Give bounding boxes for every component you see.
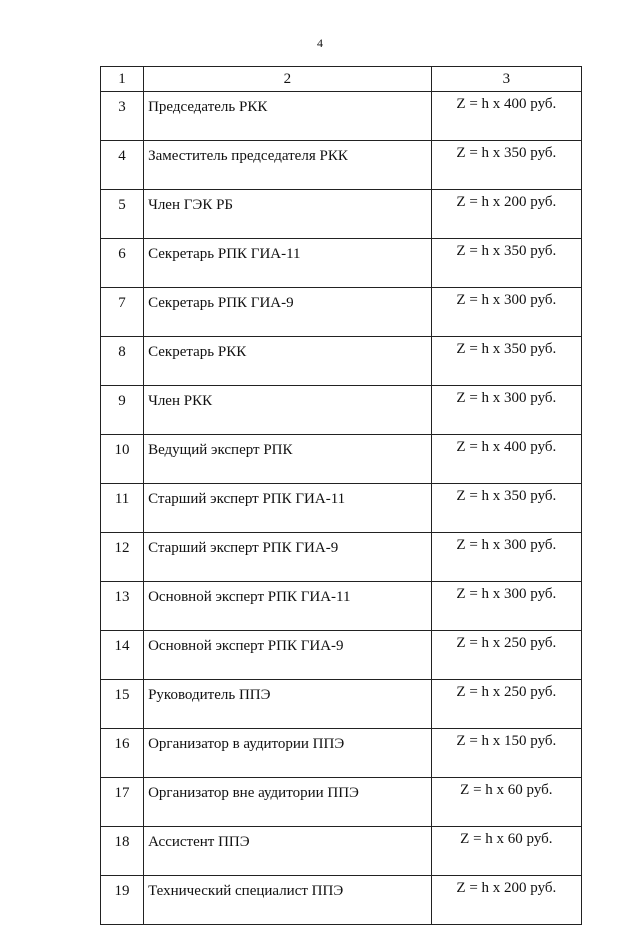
- page-number: 4: [317, 36, 323, 50]
- row-rate: Z = h x 250 руб.: [431, 631, 581, 680]
- row-number: 9: [101, 386, 144, 435]
- column-header-rate: 3: [431, 67, 581, 92]
- row-role: Секретарь РПК ГИА-11: [144, 239, 432, 288]
- row-rate: Z = h x 250 руб.: [431, 680, 581, 729]
- row-number: 7: [101, 288, 144, 337]
- row-number: 4: [101, 141, 144, 190]
- table-row: [101, 337, 582, 386]
- column-header-role: 2: [144, 67, 432, 92]
- table-row: [101, 288, 582, 337]
- table-row: [101, 239, 582, 288]
- table-row: [101, 141, 582, 190]
- row-rate: Z = h x 350 руб.: [431, 239, 581, 288]
- column-header-number: 1: [101, 67, 144, 92]
- table-row: [101, 582, 582, 631]
- row-role: Заместитель председателя РКК: [144, 141, 432, 190]
- table-row: [101, 533, 582, 582]
- table-row: [101, 631, 582, 680]
- row-role: Организатор вне аудитории ППЭ: [144, 778, 432, 827]
- row-rate: Z = h x 300 руб.: [431, 386, 581, 435]
- row-role: Ведущий эксперт РПК: [144, 435, 432, 484]
- row-number: 12: [101, 533, 144, 582]
- row-role: Старший эксперт РПК ГИА-9: [144, 533, 432, 582]
- row-role: Секретарь РПК ГИА-9: [144, 288, 432, 337]
- row-role: Технический специалист ППЭ: [144, 876, 432, 925]
- row-rate: Z = h x 350 руб.: [431, 484, 581, 533]
- payment-rates-table: [100, 66, 582, 925]
- row-role: Ассистент ППЭ: [144, 827, 432, 876]
- table-row: [101, 729, 582, 778]
- table-row: [101, 435, 582, 484]
- row-role: Член РКК: [144, 386, 432, 435]
- row-rate: Z = h x 200 руб.: [431, 190, 581, 239]
- row-role: Организатор в аудитории ППЭ: [144, 729, 432, 778]
- row-number: 17: [101, 778, 144, 827]
- row-rate: Z = h x 400 руб.: [431, 92, 581, 141]
- row-number: 18: [101, 827, 144, 876]
- row-role: Председатель РКК: [144, 92, 432, 141]
- row-rate: Z = h x 300 руб.: [431, 582, 581, 631]
- table-header-row: [101, 67, 582, 92]
- row-number: 8: [101, 337, 144, 386]
- row-rate: Z = h x 60 руб.: [431, 827, 581, 876]
- table-row: [101, 680, 582, 729]
- row-role: Старший эксперт РПК ГИА-11: [144, 484, 432, 533]
- row-number: 11: [101, 484, 144, 533]
- row-rate: Z = h x 60 руб.: [431, 778, 581, 827]
- row-rate: Z = h x 300 руб.: [431, 288, 581, 337]
- table-row: [101, 484, 582, 533]
- table-row: [101, 190, 582, 239]
- row-role: Член ГЭК РБ: [144, 190, 432, 239]
- table-row: [101, 92, 582, 141]
- row-number: 15: [101, 680, 144, 729]
- table-row: [101, 827, 582, 876]
- row-role: Руководитель ППЭ: [144, 680, 432, 729]
- table-row: [101, 386, 582, 435]
- row-role: Секретарь РКК: [144, 337, 432, 386]
- row-number: 14: [101, 631, 144, 680]
- row-number: 6: [101, 239, 144, 288]
- row-rate: Z = h x 200 руб.: [431, 876, 581, 925]
- table-body: [101, 92, 582, 925]
- row-rate: Z = h x 400 руб.: [431, 435, 581, 484]
- row-rate: Z = h x 350 руб.: [431, 141, 581, 190]
- row-role: Основной эксперт РПК ГИА-9: [144, 631, 432, 680]
- row-number: 19: [101, 876, 144, 925]
- row-number: 10: [101, 435, 144, 484]
- row-number: 13: [101, 582, 144, 631]
- row-rate: Z = h x 150 руб.: [431, 729, 581, 778]
- row-number: 16: [101, 729, 144, 778]
- row-number: 5: [101, 190, 144, 239]
- table-row: [101, 876, 582, 925]
- row-role: Основной эксперт РПК ГИА-11: [144, 582, 432, 631]
- row-number: 3: [101, 92, 144, 141]
- row-rate: Z = h x 350 руб.: [431, 337, 581, 386]
- table-row: [101, 778, 582, 827]
- row-rate: Z = h x 300 руб.: [431, 533, 581, 582]
